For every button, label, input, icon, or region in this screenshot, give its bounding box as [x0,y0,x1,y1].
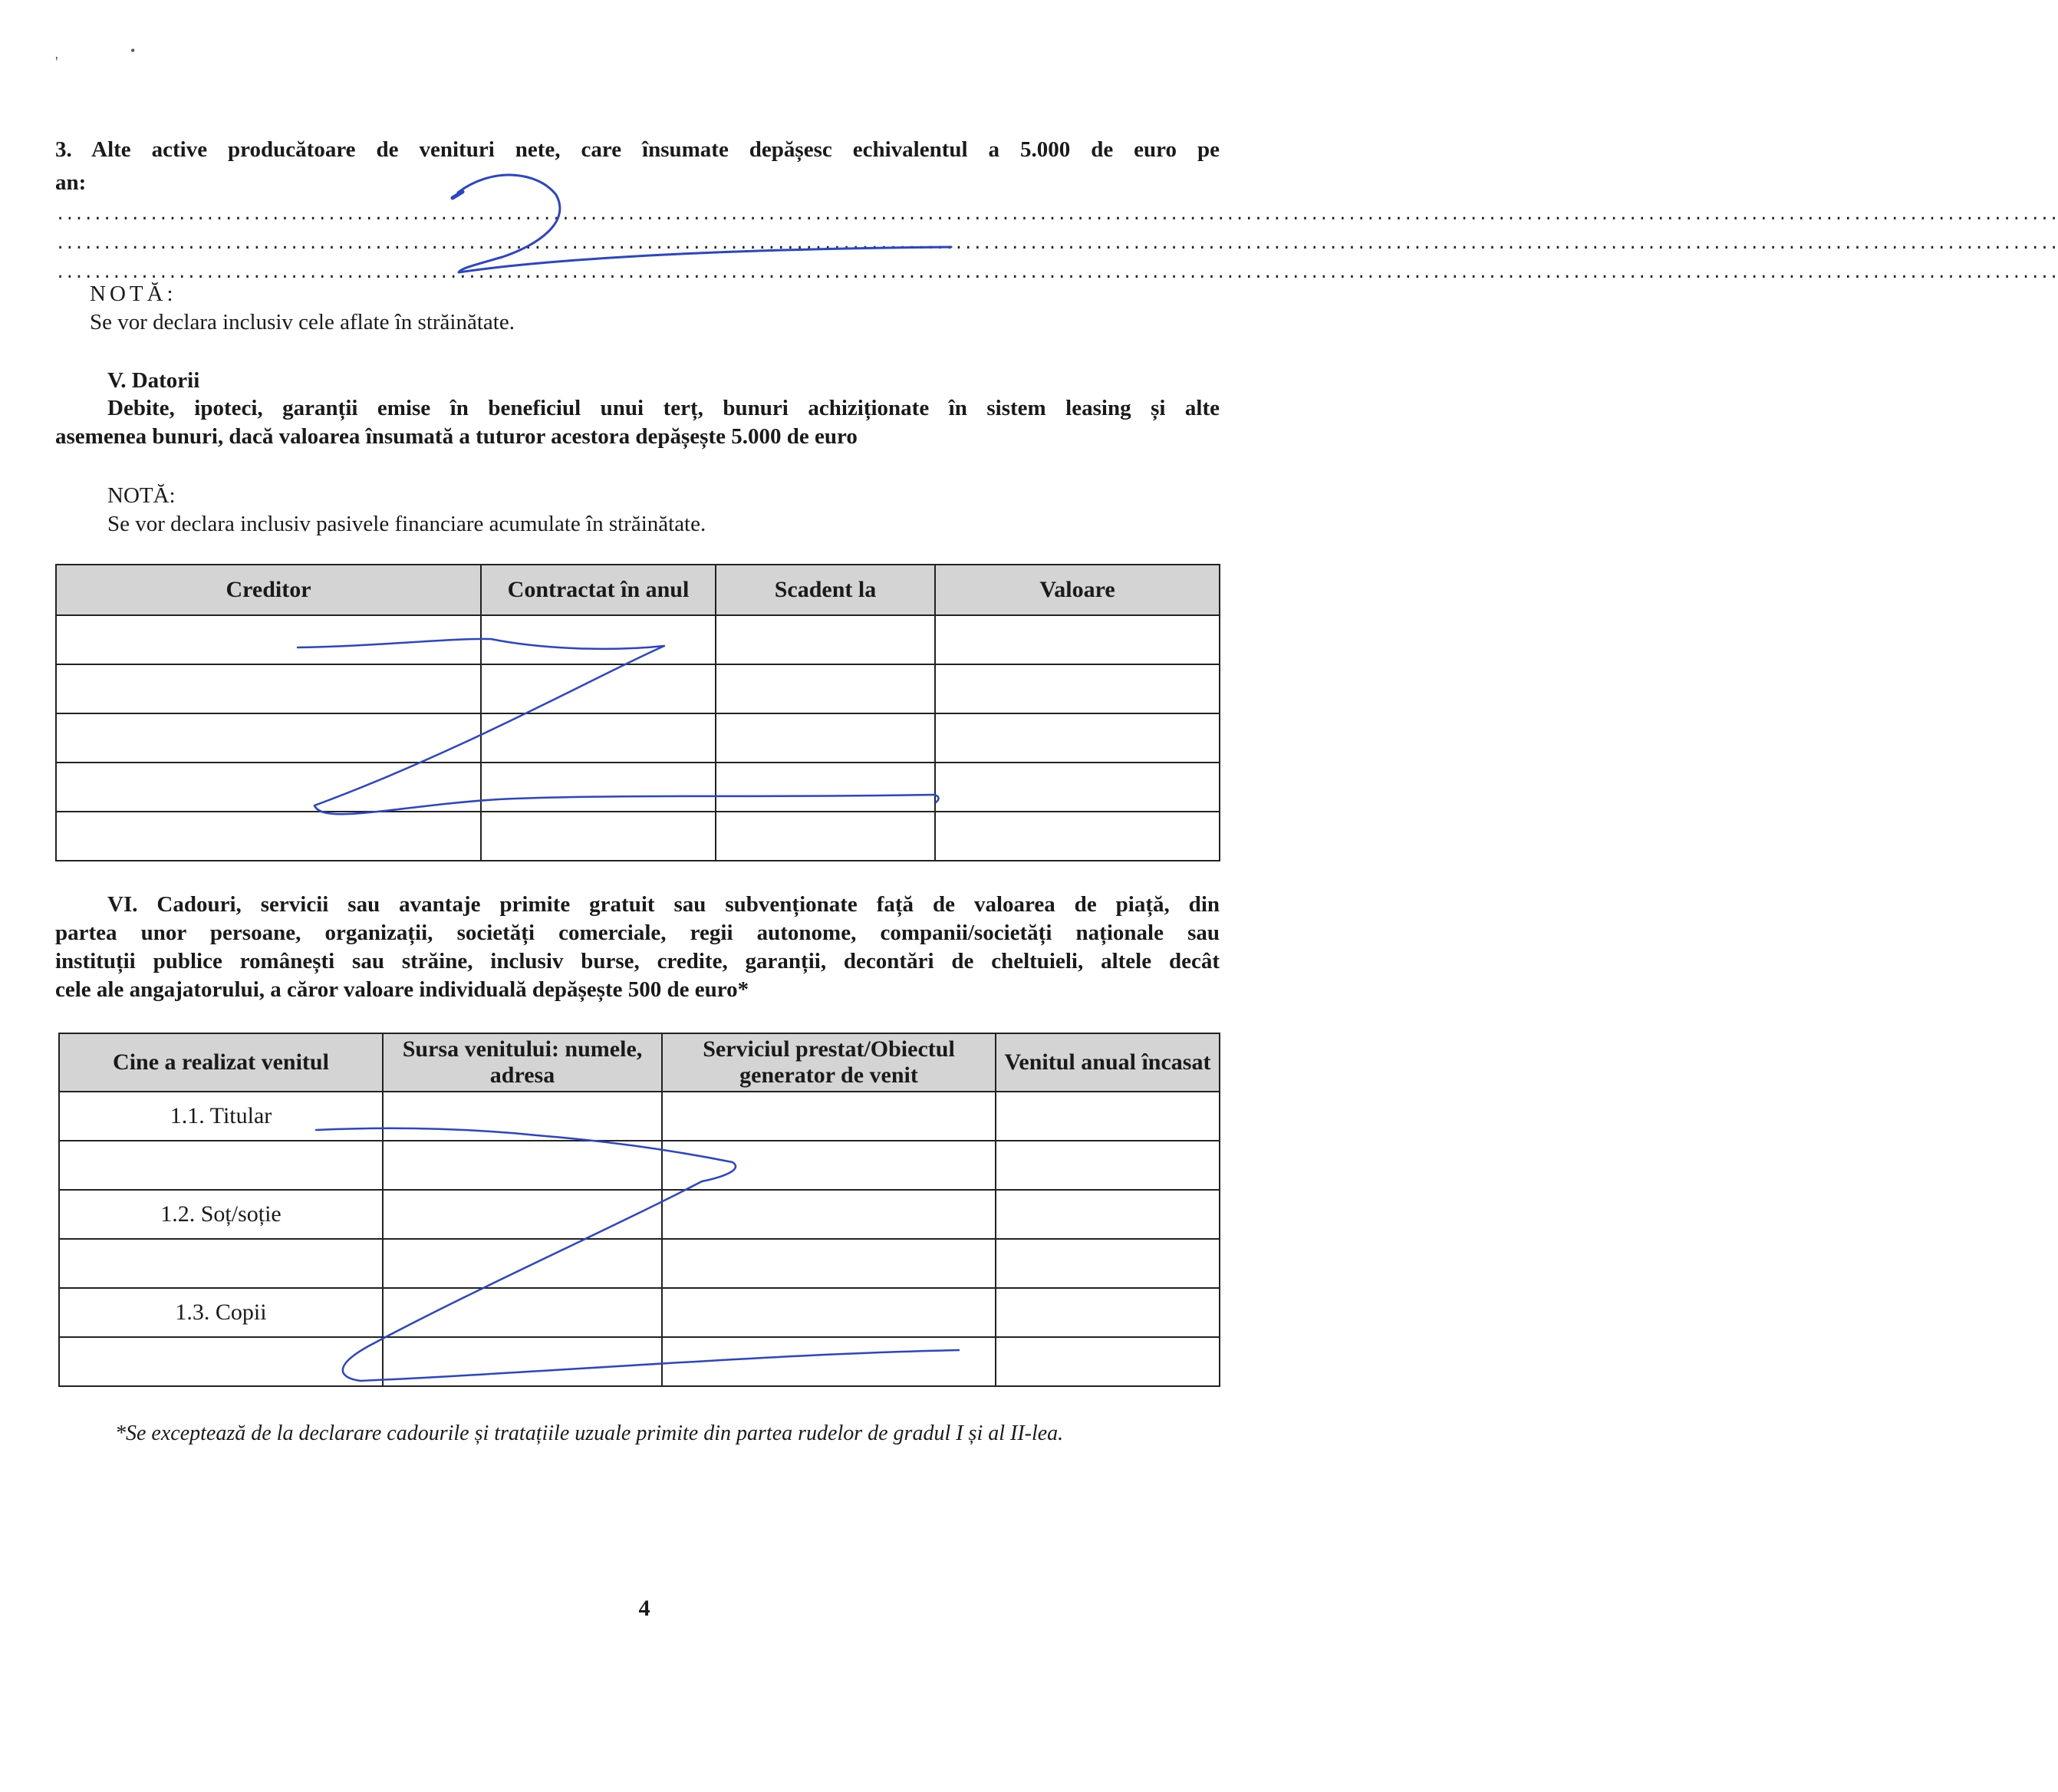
section5-nota-text: Se vor declara inclusiv pasivele financiare acumulate în străinătate. [107,512,706,536]
section3-nota-text: Se vor declara inclusiv cele aflate în străinătate. [90,310,515,334]
debts-header-value: Valoare [935,565,1220,615]
table-row [59,1190,1220,1239]
table-row [56,763,1220,812]
debts-table [55,564,1220,861]
gifts-header-income: Venitul anual încasat [996,1033,1220,1092]
section6-footnote: *Se exceptează de la declarare cadourile și tratațiile uzuale primite din partea rudelor de gradul I și al II-lea. [115,1421,1064,1445]
gifts-row-label [59,1337,383,1386]
section5-title: V. Datorii [107,368,200,393]
section3-heading-line1: 3. Alte active producătoare de venituri nete, care însumate depășesc echivalentul a 5.000 de euro pe [55,137,1220,162]
section3-nota-label: NOTĂ: [90,282,177,306]
table-row [59,1337,1220,1386]
page-number: 4 [638,1596,650,1621]
table-row [56,812,1220,861]
section6-desc-line3: instituții publice românești sau străine, inclusiv burse, credite, garanții, decontări de cheltuieli, altele decât [55,949,1220,973]
gifts-row-label [59,1141,383,1190]
gifts-header-source: Sursa venitului: numele, adresa [383,1033,662,1092]
section6-desc-line1: VI. Cadouri, servicii sau avantaje primite gratuit sau subvenționate față de valoarea de piață, din [107,892,1220,917]
gifts-table [58,1033,1220,1387]
scan-speck: • [130,43,136,58]
debts-header-due-date: Scadent la [716,565,935,615]
section6-desc-line4: cele ale angajatorului, a căror valoare individuală depășește 500 de euro* [55,977,749,1002]
section5-desc-line2: asemenea bunuri, dacă valoarea însumată a tuturor acestora depășește 5.000 de euro [55,424,858,449]
table-row [56,664,1220,713]
gifts-header-service: Serviciul prestat/Obiectul generator de venit [662,1033,996,1092]
gifts-header-who: Cine a realizat venitul [59,1033,383,1092]
strike-tick-section3 [453,192,463,198]
section6-desc-line2: partea unor persoane, organizații, societăți comerciale, regii autonome, companii/societăți naționale sau [55,921,1220,945]
debts-header-creditor: Creditor [56,565,481,615]
table-row [56,615,1220,664]
gifts-row-label [59,1239,383,1288]
table-row [59,1288,1220,1337]
dotted-line: ...................................................................................................................................................................................................................... [55,235,2058,254]
table-row [59,1239,1220,1288]
section5-nota-label: NOTĂ: [107,483,176,508]
table-row [59,1141,1220,1190]
gifts-row-label: 1.2. Soț/soție [59,1190,383,1239]
gifts-row-label: 1.1. Titular [59,1092,383,1141]
section3-heading-line2: an: [55,170,87,195]
scan-speck: ' [55,54,58,71]
debts-header-contracted-year: Contractat în anul [481,565,716,615]
dotted-line: ...................................................................................................................................................................................................................... [55,206,2058,225]
dotted-line: ...................................................................................................................................................................................................................... [55,264,2058,283]
gifts-row-label: 1.3. Copii [59,1288,383,1337]
section5-desc-line1: Debite, ipoteci, garanții emise în beneficiul unui terț, bunuri achiziționate în sistem leasing și alte [107,396,1220,420]
table-row [56,713,1220,763]
table-row [59,1092,1220,1141]
